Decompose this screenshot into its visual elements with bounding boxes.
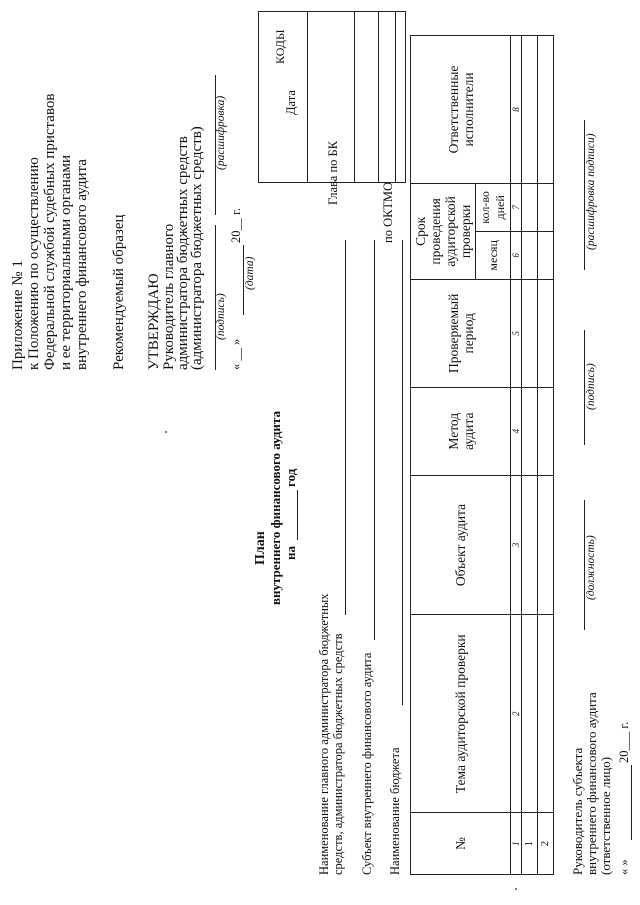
caption-signature: (подпись) [215, 293, 227, 340]
audit-plan-table [410, 35, 554, 875]
header-topic: Тема аудиторской проверки [411, 615, 511, 813]
approve-title: УТВЕРЖДАЮ [146, 273, 162, 370]
header-period-line: Проверяемый [445, 293, 461, 373]
field-admin-label: средств, администратора бюджетных средств [331, 633, 345, 875]
header-period [411, 279, 511, 387]
col-number: 1 [511, 813, 522, 875]
table-row [538, 36, 554, 875]
appendix-line: и ее территориальными органами [58, 155, 74, 370]
cell-object[interactable] [522, 475, 538, 615]
recommended-sample: Рекомендуемый образец [111, 214, 127, 370]
header-method-line: Метод [445, 412, 461, 450]
cell-topic[interactable] [538, 615, 554, 813]
col-number: 4 [511, 387, 522, 475]
cell-days[interactable] [538, 183, 554, 231]
caption-decode: (расшифровка подписи) [585, 133, 597, 250]
approve-year: 20__ г. [229, 208, 243, 243]
field-admin-line[interactable] [345, 240, 346, 615]
appendix-line: Федеральной службой судебных приставов [42, 93, 58, 370]
cell-method[interactable] [538, 387, 554, 475]
col-number: 5 [511, 279, 522, 387]
header-responsible-line: исполнители [460, 72, 476, 147]
header-term-line: аудиторской [443, 196, 458, 267]
caption-position: (должность) [585, 535, 597, 600]
header-object: Объект аудита [411, 475, 511, 615]
field-budget-label: Наименование бюджета [388, 747, 402, 875]
col-number: 6 [511, 231, 522, 279]
appendix-line: внутреннего финансового аудита [74, 159, 90, 370]
caption-signature: (подпись) [585, 363, 597, 410]
header-month: месяц [476, 231, 511, 279]
approve-date: « __ » [229, 338, 243, 370]
header-method [411, 387, 511, 475]
col-number: 7 [511, 183, 522, 231]
cell-responsible[interactable] [538, 36, 554, 184]
footer-date: « » [617, 859, 631, 875]
cell-days[interactable] [522, 183, 538, 231]
caption-decode: (расшифровка) [215, 95, 227, 170]
cell-method[interactable] [522, 387, 538, 475]
field-subject-line[interactable] [374, 240, 375, 640]
header-term [411, 183, 476, 279]
cell-topic[interactable] [522, 615, 538, 813]
approve-line: (администратора бюджетных средств) [189, 126, 205, 370]
footer-line: (ответственное лицо) [598, 756, 613, 875]
scan-speck [165, 431, 167, 433]
approve-line: Руководитель главного [161, 223, 177, 370]
cell-object[interactable] [538, 475, 554, 615]
plan-subtitle: внутреннего финансового аудита [268, 411, 283, 605]
field-admin-label: Наименование главного администратора бюджетных [317, 593, 331, 875]
row-number: 2 [538, 813, 554, 875]
codes-oktmo-label: по ОКТМО [381, 181, 395, 243]
col-number: 3 [511, 475, 522, 615]
field-subject-label: Субъект внутреннего финансового аудита [360, 652, 374, 875]
footer-month-line[interactable] [631, 765, 632, 840]
plan-title: План [253, 531, 268, 565]
cell-period[interactable] [522, 279, 538, 387]
header-days-line: дней [493, 195, 507, 220]
cell-responsible[interactable] [522, 36, 538, 184]
table-row [522, 36, 538, 875]
plan-year-suffix: год [283, 468, 298, 487]
codes-bk-label: Глава по БК [326, 140, 340, 205]
appendix-line: Приложение № 1 [10, 260, 26, 370]
cell-period[interactable] [538, 279, 554, 387]
header-responsible-line: Ответственные [445, 65, 461, 154]
field-budget-line[interactable] [402, 240, 403, 705]
header-term-line: Срок проведения [413, 198, 443, 265]
row-number: 1 [522, 813, 538, 875]
header-responsible [411, 36, 511, 184]
footer-year: 20___ г. [617, 721, 631, 763]
scan-speck [515, 888, 517, 890]
cell-month[interactable] [522, 231, 538, 279]
cell-month[interactable] [538, 231, 554, 279]
header-days-line: кол-во [478, 191, 492, 224]
codes-date-label: Дата [284, 90, 298, 115]
header-num: № [411, 813, 511, 875]
caption-date: (дата) [244, 256, 256, 290]
header-method-line: аудита [460, 412, 476, 450]
header-term-line: проверки [458, 204, 473, 259]
footer-line: Руководитель субъекта [570, 747, 585, 875]
header-period-line: период [460, 313, 476, 354]
approve-line: администратора бюджетных средств [175, 136, 191, 370]
plan-year-prefix: на [283, 546, 298, 560]
plan-year-line [297, 490, 298, 540]
appendix-line: к Положению по осуществлению [26, 157, 42, 370]
codes-header: КОДЫ [273, 29, 287, 64]
footer-line: внутреннего финансового аудита [584, 692, 599, 875]
col-number: 2 [511, 615, 522, 813]
col-number: 8 [511, 36, 522, 184]
header-days [476, 183, 511, 231]
